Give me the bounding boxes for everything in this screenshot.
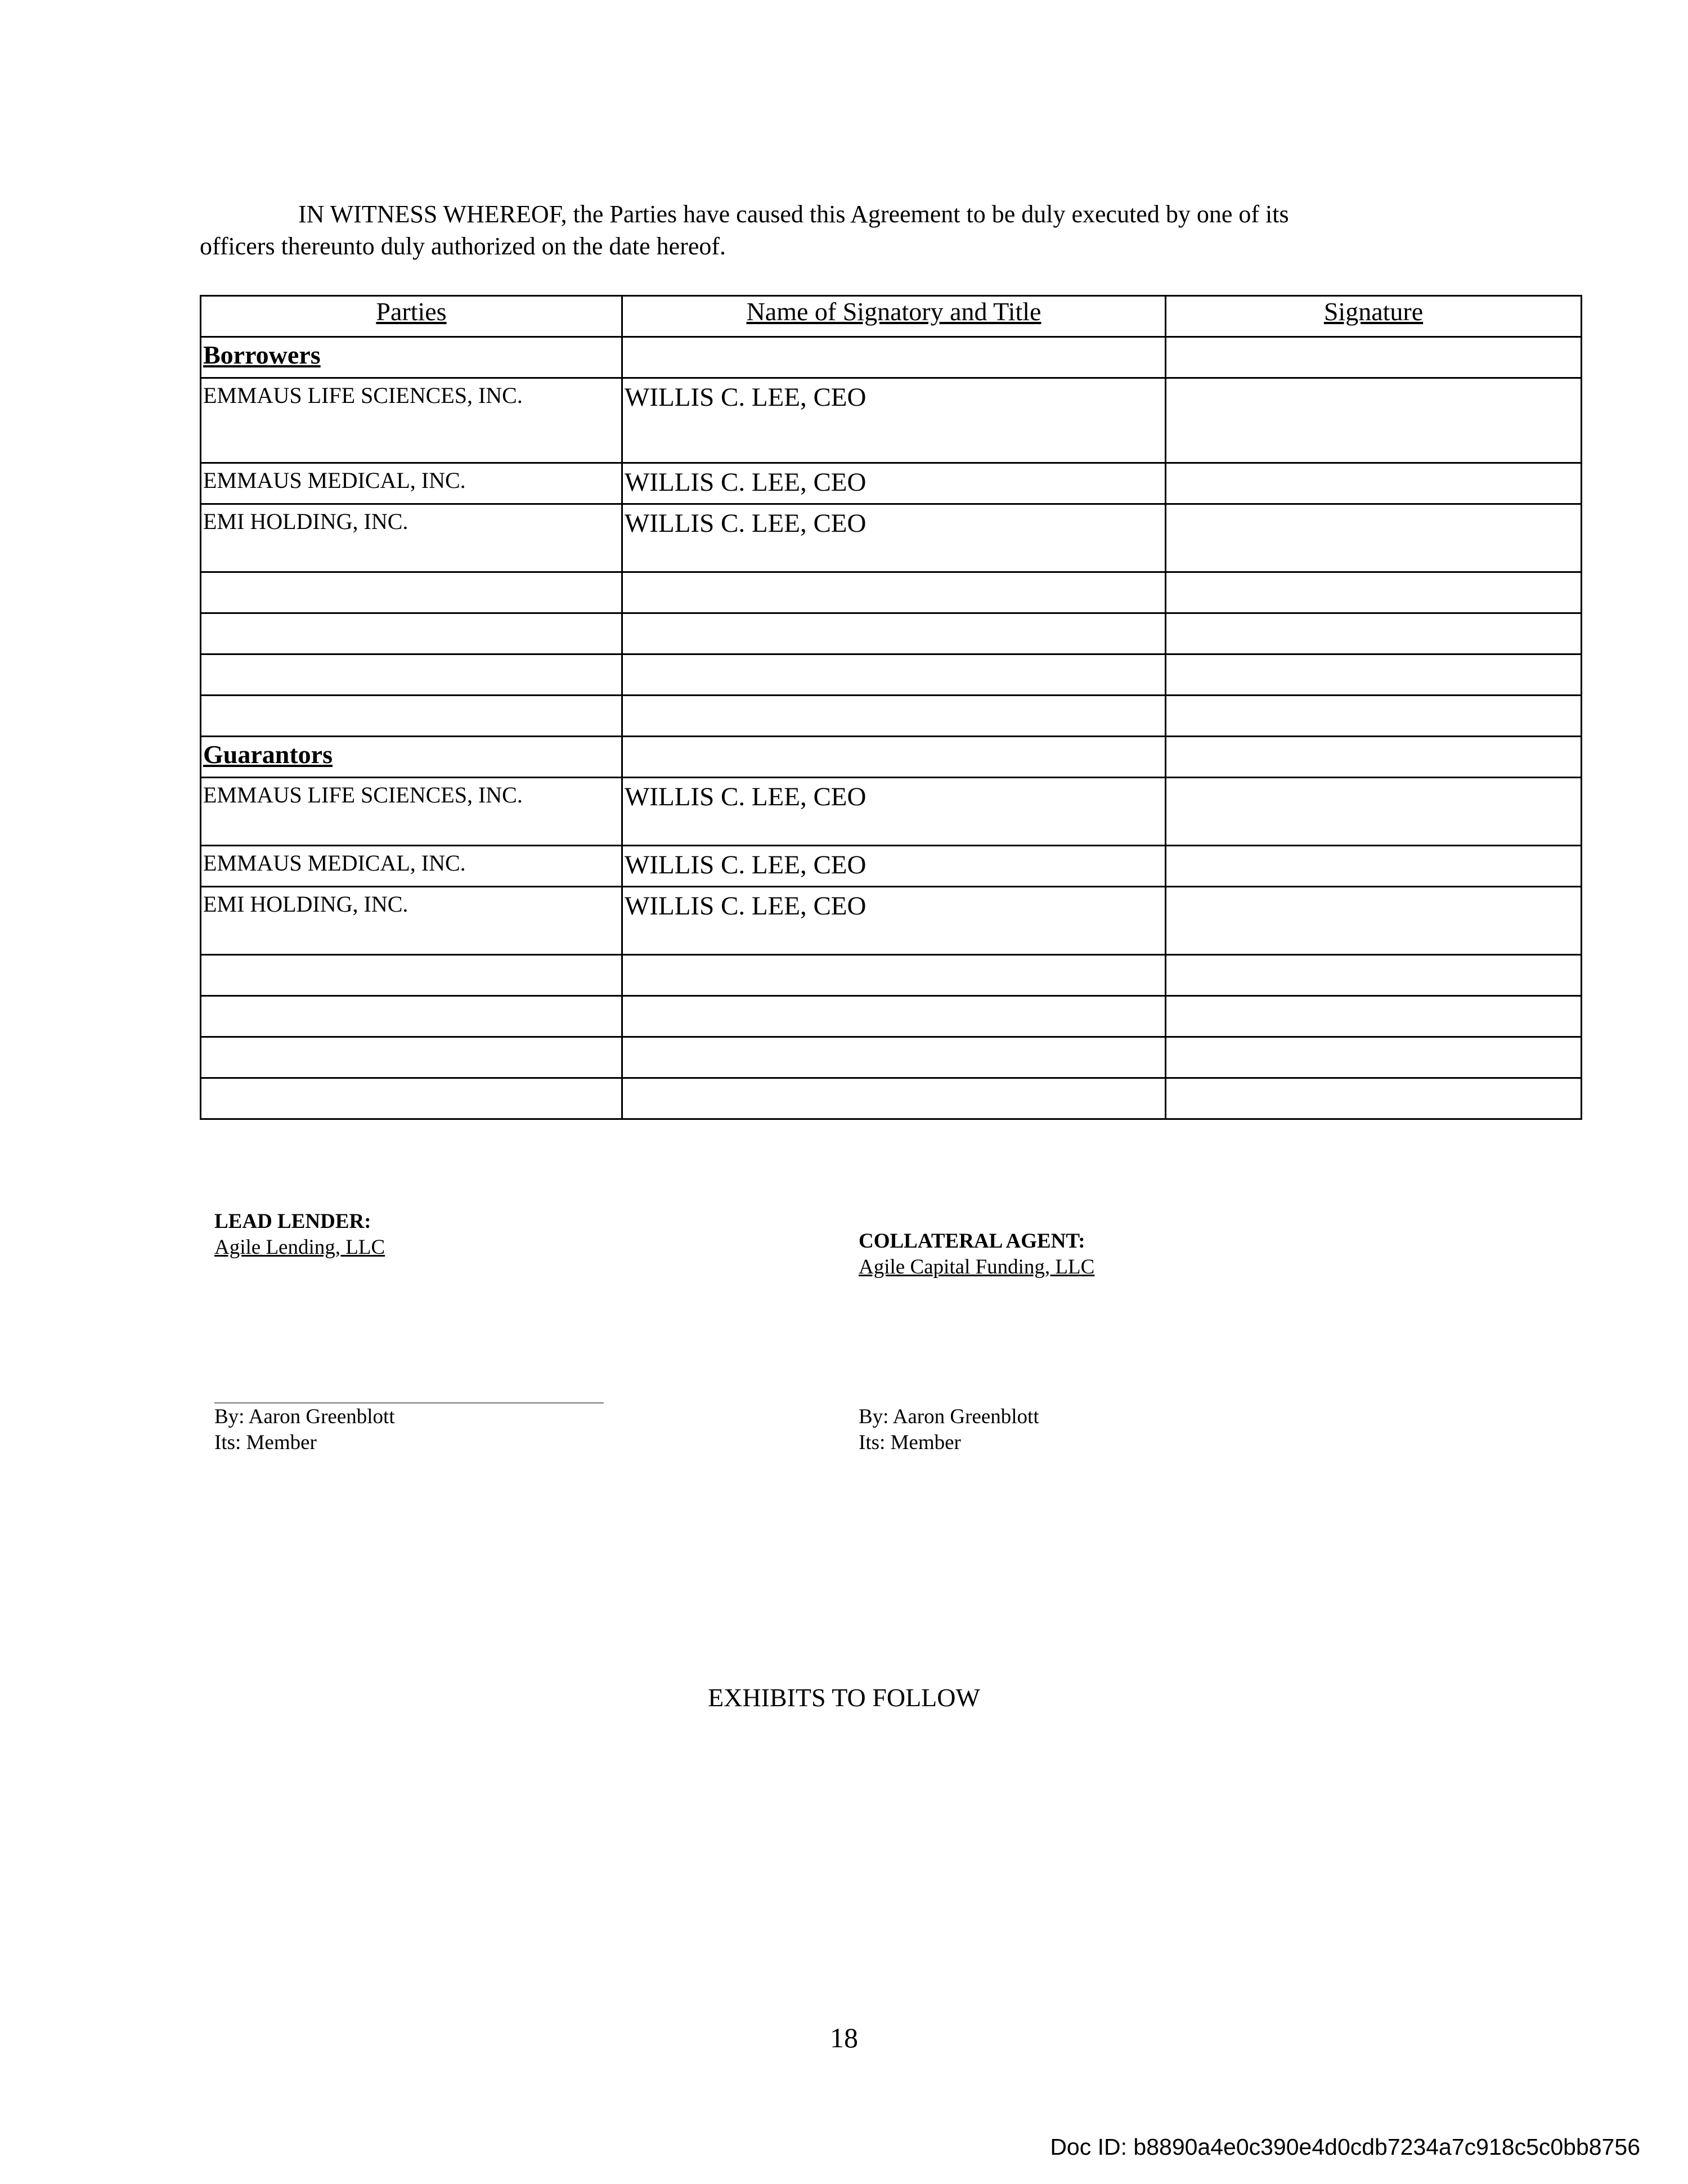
signature-cell[interactable]	[1166, 887, 1582, 955]
signatory-title: WILLIS C. LEE, CEO	[622, 846, 1166, 887]
lead-lender-signatory	[214, 1404, 395, 1456]
party-name: EMMAUS MEDICAL, INC.	[201, 463, 622, 504]
party-name: EMMAUS MEDICAL, INC.	[201, 846, 622, 887]
table-header-row	[201, 296, 1582, 337]
table-row	[201, 463, 1582, 504]
signatory-title: WILLIS C. LEE, CEO	[622, 463, 1166, 504]
blank-row	[201, 1037, 1582, 1078]
lead-lender-signature-line[interactable]	[214, 1402, 604, 1403]
lead-lender-block	[214, 1209, 385, 1261]
blank-row	[201, 572, 1582, 613]
signature-cell[interactable]	[1166, 504, 1582, 572]
party-name: EMI HOLDING, INC.	[201, 504, 622, 572]
signature-cell[interactable]	[1166, 463, 1582, 504]
signatory-title: WILLIS C. LEE, CEO	[622, 378, 1166, 463]
lead-lender-its: Its: Member	[214, 1431, 317, 1454]
party-name: EMI HOLDING, INC.	[201, 887, 622, 955]
header-signatory: Name of Signatory and Title	[622, 296, 1166, 337]
collateral-agent-heading: COLLATERAL AGENT:	[859, 1230, 1085, 1253]
party-name: EMMAUS LIFE SCIENCES, INC.	[201, 778, 622, 846]
page-number: 18	[830, 2022, 858, 2053]
lead-lender-by: By: Aaron Greenblott	[214, 1405, 395, 1428]
collateral-agent-its: Its: Member	[859, 1431, 961, 1454]
exhibits-notice: EXHIBITS TO FOLLOW	[708, 1683, 980, 1712]
signature-cell[interactable]	[1166, 778, 1582, 846]
table-row	[201, 378, 1582, 463]
header-parties: Parties	[201, 296, 622, 337]
party-name: EMMAUS LIFE SCIENCES, INC.	[201, 378, 622, 463]
collateral-agent-signatory	[859, 1404, 1039, 1456]
blank-row	[201, 613, 1582, 654]
table-row	[201, 504, 1582, 572]
collateral-agent-block	[859, 1228, 1094, 1280]
signatory-title: WILLIS C. LEE, CEO	[622, 504, 1166, 572]
blank-row	[201, 1078, 1582, 1119]
lead-lender-heading: LEAD LENDER:	[214, 1210, 371, 1233]
witness-line-2: officers thereunto duly authorized on the date hereof.	[200, 232, 726, 260]
table-row	[201, 846, 1582, 887]
signatory-title: WILLIS C. LEE, CEO	[622, 887, 1166, 955]
signature-cell[interactable]	[1166, 378, 1582, 463]
table-row	[201, 778, 1582, 846]
collateral-agent-org: Agile Capital Funding, LLC	[859, 1255, 1095, 1279]
blank-row	[201, 654, 1582, 696]
doc-id: Doc ID: b8890a4e0c390e4d0cdb7234a7c918c5c0bb8756	[1050, 2134, 1640, 2160]
blank-row	[201, 955, 1582, 996]
borrowers-section-row	[201, 337, 1582, 378]
collateral-agent-by: By: Aaron Greenblott	[859, 1405, 1039, 1428]
lead-lender-org: Agile Lending, LLC	[214, 1236, 385, 1259]
witness-paragraph	[200, 198, 1494, 262]
guarantors-section-row	[201, 737, 1582, 778]
table-row	[201, 887, 1582, 955]
blank-row	[201, 996, 1582, 1037]
guarantors-label: Guarantors	[201, 737, 622, 778]
signature-table	[200, 295, 1582, 1120]
signature-cell[interactable]	[1166, 846, 1582, 887]
signatory-title: WILLIS C. LEE, CEO	[622, 778, 1166, 846]
header-signature: Signature	[1166, 296, 1582, 337]
blank-row	[201, 696, 1582, 737]
witness-line-1: IN WITNESS WHEREOF, the Parties have caused this Agreement to be duly executed by one of its	[298, 200, 1289, 228]
borrowers-label: Borrowers	[201, 337, 622, 378]
